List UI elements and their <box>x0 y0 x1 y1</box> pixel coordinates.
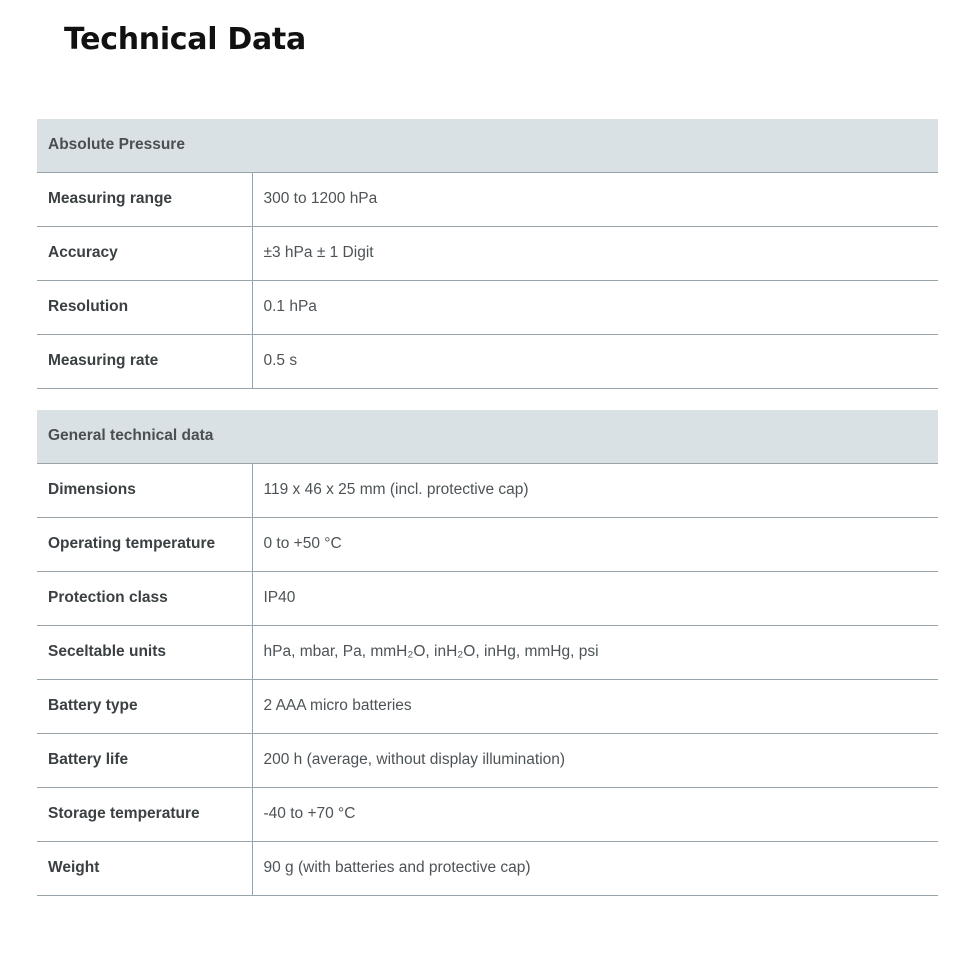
spec-label: Operating temperature <box>37 517 252 571</box>
table-row <box>37 679 938 733</box>
spec-label: Dimensions <box>37 463 252 517</box>
spec-label: Protection class <box>37 571 252 625</box>
spec-label: Battery type <box>37 679 252 733</box>
spec-value: 90 g (with batteries and protective cap) <box>252 841 938 895</box>
section-heading-general-technical-data: General technical data <box>37 410 938 463</box>
spec-value: 2 AAA micro batteries <box>252 679 938 733</box>
spec-label: Weight <box>37 841 252 895</box>
spec-label: Resolution <box>37 280 252 334</box>
table-row <box>37 625 938 679</box>
spec-value: 0.1 hPa <box>252 280 938 334</box>
spec-label: Accuracy <box>37 226 252 280</box>
spec-label: Measuring rate <box>37 334 252 388</box>
spec-value: 0.5 s <box>252 334 938 388</box>
absolute-pressure-table <box>37 119 938 389</box>
spec-value: IP40 <box>252 571 938 625</box>
spec-value: 119 x 46 x 25 mm (incl. protective cap) <box>252 463 938 517</box>
table-row <box>37 787 938 841</box>
spec-label: Seceltable units <box>37 625 252 679</box>
table-row <box>37 226 938 280</box>
table-row <box>37 517 938 571</box>
spec-value: 200 h (average, without display illumination) <box>252 733 938 787</box>
table-row <box>37 280 938 334</box>
table-row <box>37 841 938 895</box>
table-row <box>37 733 938 787</box>
table-row <box>37 172 938 226</box>
spec-label: Measuring range <box>37 172 252 226</box>
spec-value: 300 to 1200 hPa <box>252 172 938 226</box>
page-title: Technical Data <box>64 22 306 57</box>
table-row <box>37 334 938 388</box>
spec-value: ±3 hPa ± 1 Digit <box>252 226 938 280</box>
table-row <box>37 463 938 517</box>
section-heading-absolute-pressure: Absolute Pressure <box>37 119 938 172</box>
spec-label: Battery life <box>37 733 252 787</box>
spec-label: Storage temperature <box>37 787 252 841</box>
spec-value: -40 to +70 °C <box>252 787 938 841</box>
section-header <box>37 410 938 463</box>
spec-value: hPa, mbar, Pa, mmH₂O, inH₂O, inHg, mmHg, psi <box>252 625 938 679</box>
general-technical-data-table <box>37 410 938 896</box>
spec-value: 0 to +50 °C <box>252 517 938 571</box>
section-header <box>37 119 938 172</box>
table-row <box>37 571 938 625</box>
